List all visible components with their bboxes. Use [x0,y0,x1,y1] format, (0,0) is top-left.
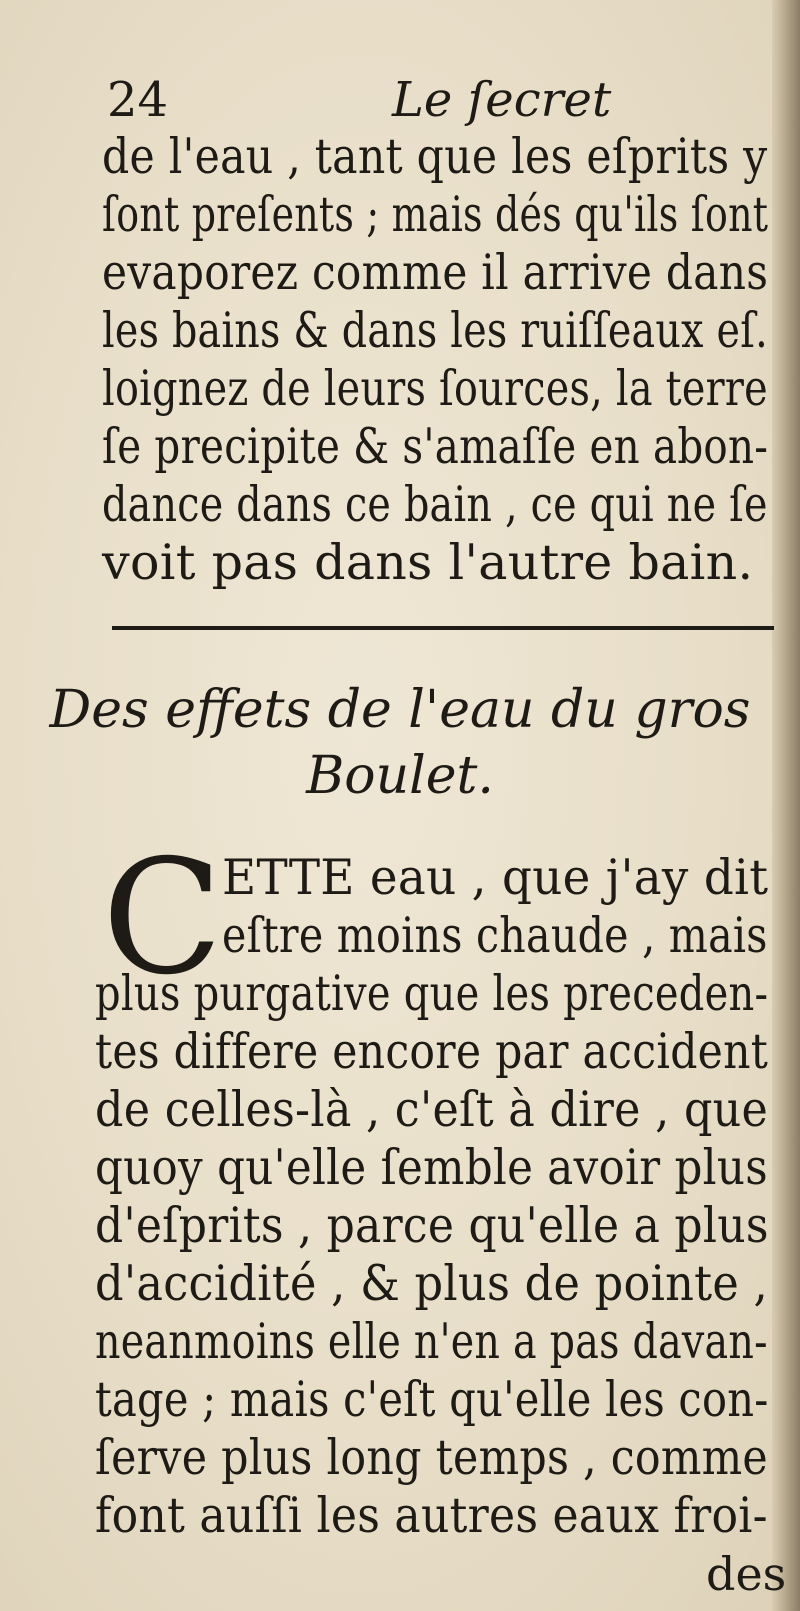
text-line: voit pas dans l'autre bain. [102,534,754,591]
text-line: quoy qu'elle ſemble avoir plus [95,1139,768,1196]
text-line: tes differe encore par accident [95,1023,769,1080]
text-line: les bains & dans les ruiſſeaux eſ. [102,302,768,359]
text-line: font auſſi les autres eaux froi- [95,1487,768,1544]
section-heading-line-2: Boulet. [306,746,494,806]
text-line: de l'eau , tant que les eſprits y [102,128,768,185]
text-line: evaporez comme il arrive dans [102,244,769,301]
text-line: de celles-là , c'eſt à dire , que [95,1081,769,1138]
text-line: ſerve plus long temps , comme [95,1429,768,1486]
section-heading-line-1: Des effets de l'eau du gros [49,680,751,740]
text-line: eſtre moins chaude , mais [222,907,768,964]
text-line: ſont preſents ; mais dés qu'ils ſont [102,186,769,243]
text-line: loignez de leurs ſources, la terre [102,360,768,417]
text-line: ETTE eau , que j'ay dit [222,849,769,906]
text-line: d'accidité , & plus de pointe , [95,1255,769,1312]
text-line: tage ; mais c'eſt qu'elle les con- [95,1371,769,1428]
drop-cap: C [102,826,223,1010]
text-line: ſe precipite & s'amaſſe en abon- [102,418,769,475]
text-line: neanmoins elle n'en a pas davan- [95,1313,768,1370]
catchword: des [706,1547,787,1601]
text-line: d'eſprits , parce qu'elle a plus [95,1197,769,1254]
text-line: plus purgative que les preceden- [95,965,769,1022]
page-number: 24 [107,72,169,128]
running-head: Le ſecret [392,72,612,128]
text-line: dance dans ce bain , ce qui ne ſe [102,476,768,533]
